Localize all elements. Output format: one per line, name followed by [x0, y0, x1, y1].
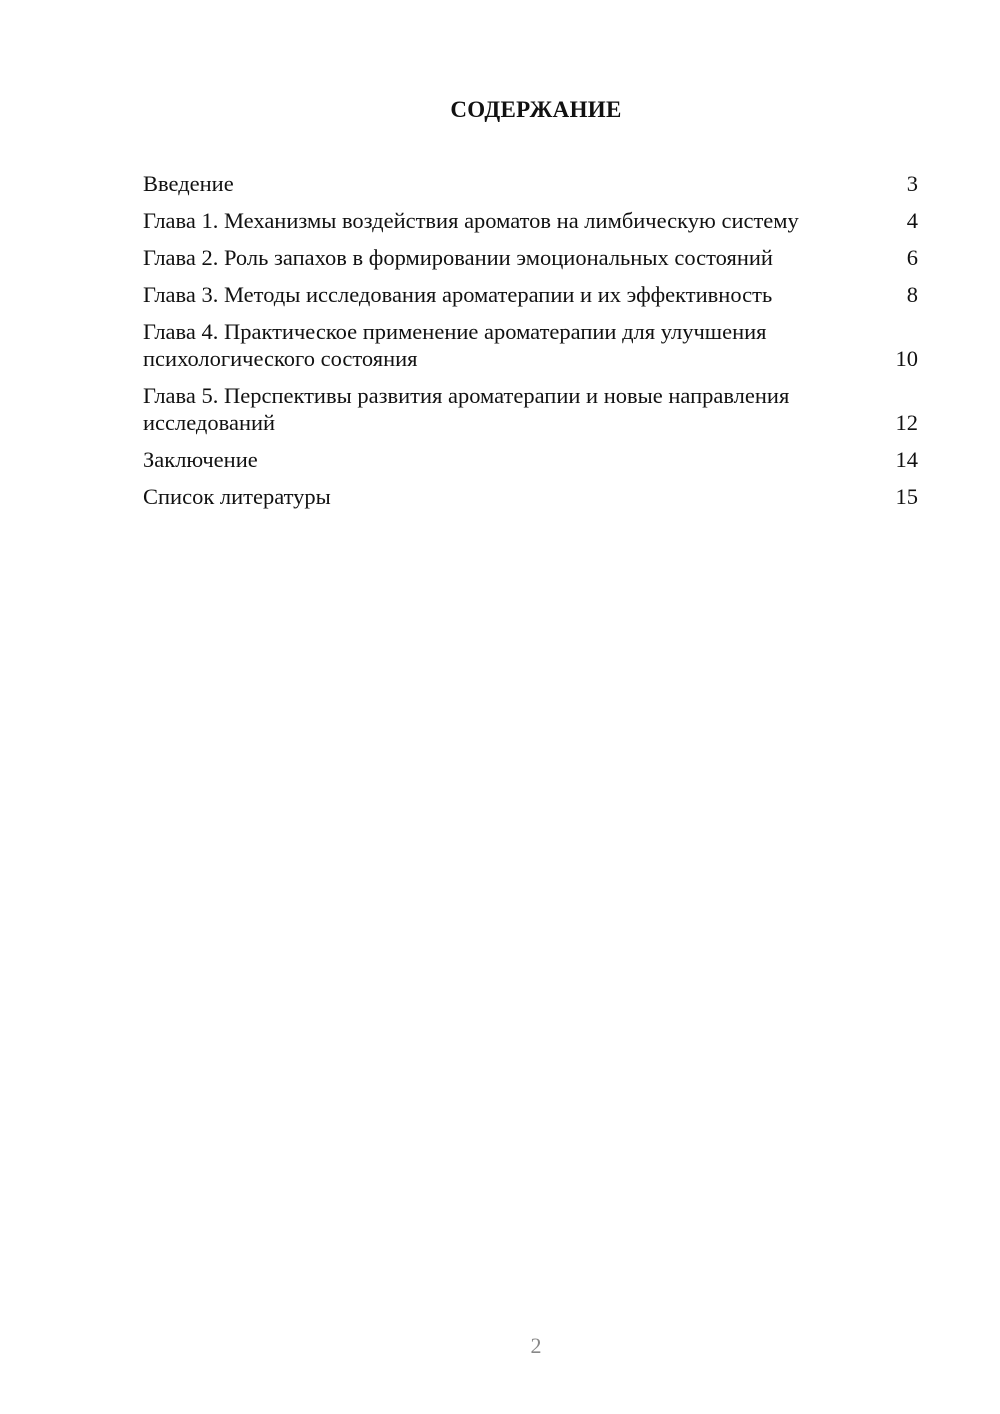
toc-entry-page: 6	[906, 245, 918, 270]
toc-entry-chapter-5[interactable]	[143, 382, 918, 436]
toc-entry-chapter-1[interactable]	[143, 207, 918, 234]
toc-entry-chapter-3[interactable]	[143, 281, 918, 308]
toc-entry-label: Введение	[143, 171, 234, 196]
toc-entry-page: 10	[895, 346, 918, 371]
toc-entry-page: 4	[906, 208, 918, 233]
toc-entry-bibliography[interactable]	[143, 483, 918, 510]
toc-entry-conclusion[interactable]	[143, 446, 918, 473]
toc-entry-introduction[interactable]	[143, 170, 918, 197]
toc-entry-label: Заключение	[143, 447, 258, 472]
toc-entry-label: Глава 1. Механизмы воздействия ароматов на лимбическую систему	[143, 208, 799, 233]
toc-entry-page: 15	[895, 484, 918, 509]
toc-entry-label: Глава 2. Роль запахов в формировании эмоциональных состояний	[143, 245, 773, 270]
page-number: 2	[530, 1333, 542, 1358]
toc-entry-label: Глава 3. Методы исследования ароматерапии и их эффективность	[143, 282, 773, 307]
toc-entry-page: 3	[906, 171, 918, 196]
toc-entry-label: Список литературы	[143, 484, 331, 509]
toc-entry-page: 12	[895, 410, 918, 435]
page-title: СОДЕРЖАНИЕ	[450, 97, 622, 122]
toc-entry-chapter-2[interactable]	[143, 244, 918, 271]
toc-entry-label: Глава 4. Практическое применение ароматерапии для улучшения психологического состояния	[143, 319, 767, 371]
table-of-contents	[143, 170, 918, 520]
toc-entry-page: 8	[906, 282, 918, 307]
toc-entry-label: Глава 5. Перспективы развития ароматерапии и новые направления исследований	[143, 383, 790, 435]
toc-entry-chapter-4[interactable]	[143, 318, 918, 372]
toc-entry-page: 14	[895, 447, 918, 472]
